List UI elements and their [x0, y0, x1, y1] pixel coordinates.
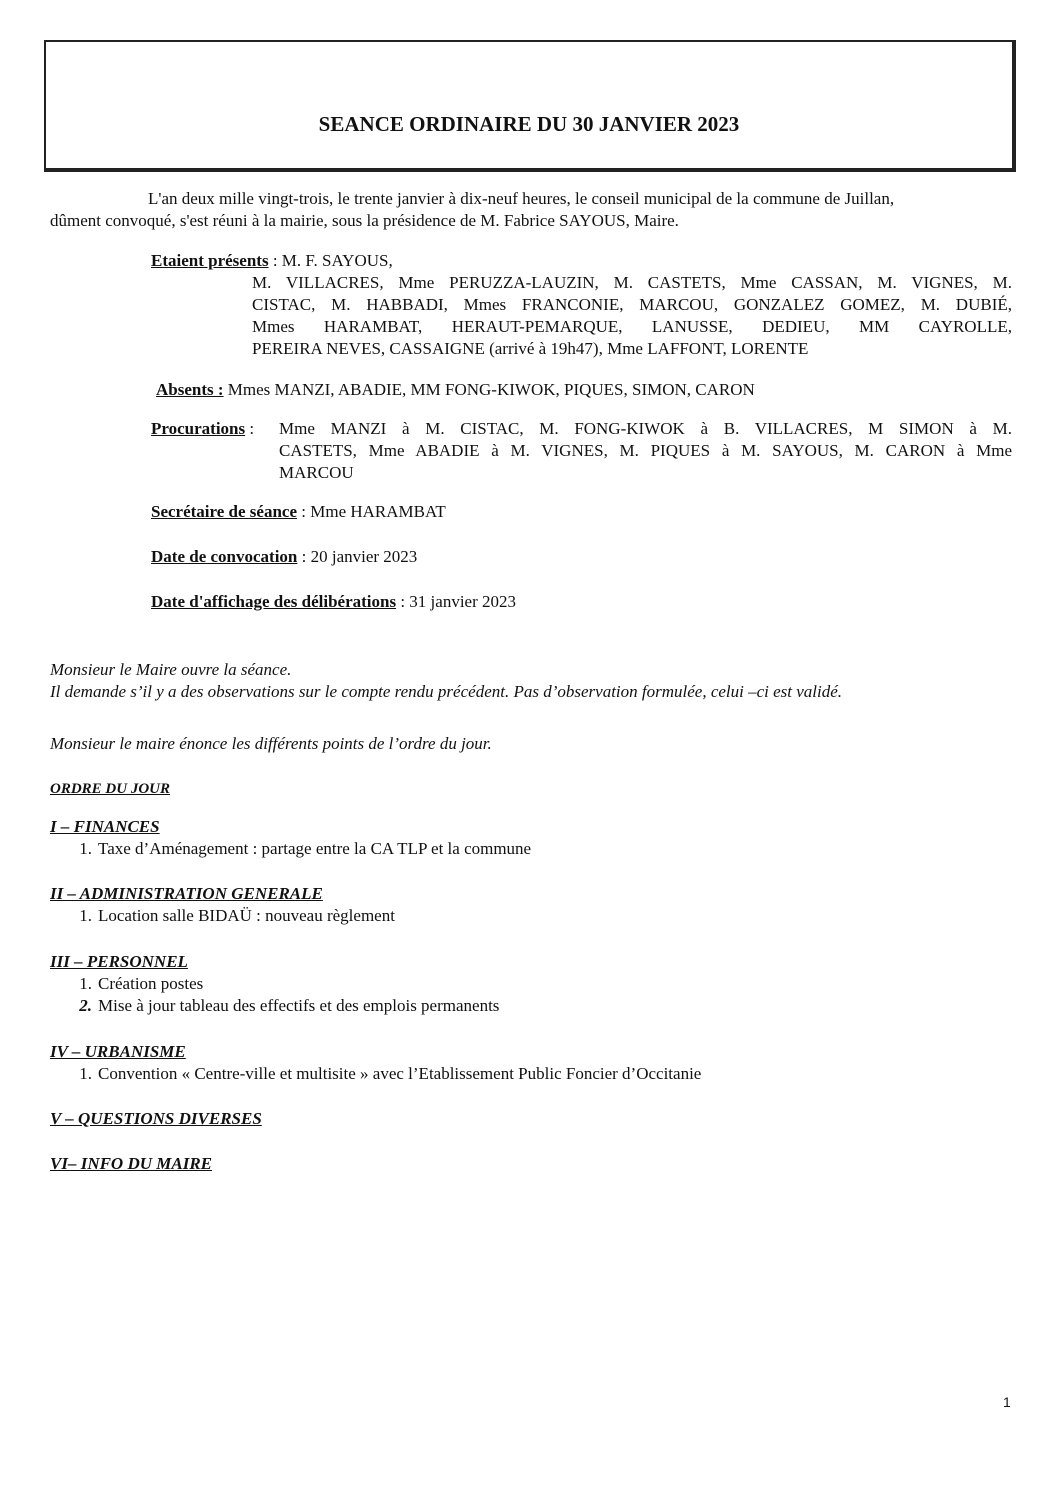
item-text: Taxe d’Aménagement : partage entre la CA TLP et la commune: [98, 839, 532, 858]
presents-first-line: [151, 250, 393, 272]
secretaire-label: Secrétaire de séance: [151, 502, 298, 521]
presents-line: PEREIRA NEVES, CASSAIGNE (arrivé à 19h47), Mme LAFFONT, LORENTE: [252, 339, 809, 358]
presents-first: : M. F. SAYOUS,: [268, 251, 393, 270]
item-number: 1.: [79, 1064, 92, 1083]
presents-list: [252, 272, 1012, 360]
section-title: VI– INFO DU MAIRE: [50, 1154, 213, 1173]
affichage-text: : 31 janvier 2023: [396, 592, 516, 611]
section-title: V – QUESTIONS DIVERSES: [50, 1109, 262, 1128]
intro-line-2: dûment convoqué, s'est réuni à la mairie, sous la présidence de M. Fabrice SAYOUS, Maire.: [50, 211, 679, 230]
intro-line-1: L'an deux mille vingt-trois, le trente janvier à dix-neuf heures, le conseil municipal de la commune de Juillan,: [148, 189, 895, 208]
absents-line: [156, 379, 755, 401]
section-title: IV – URBANISME: [50, 1042, 186, 1061]
convocation-text: : 20 janvier 2023: [297, 547, 418, 566]
item-number: 1.: [79, 974, 92, 993]
absents-text: Mmes MANZI, ABADIE, MM FONG-KIWOK, PIQUES, SIMON, CARON: [223, 380, 755, 399]
item-number: 1.: [79, 906, 92, 925]
procurations-line: CASTETS, Mme ABADIE à M. VIGNES, M. PIQUES à M. SAYOUS, M. CARON à Mme: [279, 441, 1012, 460]
section-title: III – PERSONNEL: [50, 952, 188, 971]
convocation-line: [151, 546, 417, 568]
page-title: SEANCE ORDINAIRE DU 30 JANVIER 2023: [318, 112, 740, 136]
affichage-line: [151, 591, 516, 613]
opening-line-2: Il demande s’il y a des observations sur le compte rendu précédent. Pas d’observation formulée, celui –ci est validé.: [50, 682, 843, 701]
procurations-sep: :: [245, 419, 255, 438]
item-text: Location salle BIDAÜ : nouveau règlement: [98, 906, 395, 925]
procurations-label: Procurations: [151, 419, 246, 438]
secretaire-line: [151, 501, 446, 523]
presents-line: M. VILLACRES, Mme PERUZZA-LAUZIN, M. CASTETS, Mme CASSAN, M. VIGNES, M.: [252, 273, 1012, 292]
opening-line-1: Monsieur le Maire ouvre la séance.: [50, 660, 292, 679]
item-text: Mise à jour tableau des effectifs et des emplois permanents: [98, 996, 500, 1015]
section-title: II – ADMINISTRATION GENERALE: [50, 884, 323, 903]
procurations-label-row: [151, 418, 254, 440]
affichage-label: Date d'affichage des délibérations: [151, 592, 397, 611]
procurations-list: [279, 418, 1012, 484]
item-text: Création postes: [98, 974, 204, 993]
section-title: I – FINANCES: [50, 817, 160, 836]
presents-label: Etaient présents: [151, 251, 269, 270]
opening-line-3: Monsieur le maire énonce les différents points de l’ordre du jour.: [50, 734, 492, 753]
secretaire-text: : Mme HARAMBAT: [297, 502, 446, 521]
item-text: Convention « Centre-ville et multisite » avec l’Etablissement Public Foncier d’Occitanie: [98, 1064, 702, 1083]
presents-line: Mmes HARAMBAT, HERAUT-PEMARQUE, LANUSSE, DEDIEU, MM CAYROLLE,: [252, 317, 1012, 336]
absents-label: Absents :: [156, 380, 224, 399]
presents-line: CISTAC, M. HABBADI, Mmes FRANCONIE, MARCOU, GONZALEZ GOMEZ, M. DUBIÉ,: [252, 295, 1012, 314]
procurations-line: MARCOU: [279, 463, 354, 482]
page-number: 1: [1003, 1394, 1011, 1410]
item-number: 1.: [79, 839, 92, 858]
item-number: 2.: [79, 996, 92, 1015]
agenda-heading: ORDRE DU JOUR: [50, 781, 171, 797]
title-box: [44, 40, 1016, 172]
procurations-line: Mme MANZI à M. CISTAC, M. FONG-KIWOK à B. VILLACRES, M SIMON à M.: [279, 419, 1012, 438]
convocation-label: Date de convocation: [151, 547, 298, 566]
